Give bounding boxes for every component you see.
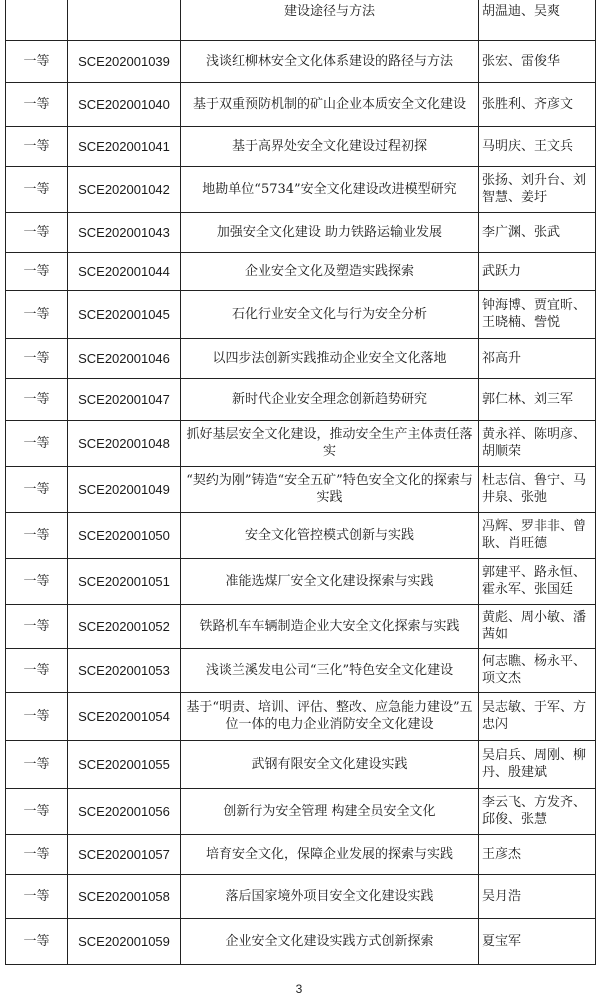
table-row bbox=[6, 874, 596, 918]
authors-cell: 吴月浩 bbox=[479, 874, 596, 918]
level-cell bbox=[6, 0, 68, 40]
title-cell: 抓好基层安全文化建设，推动安全生产主体责任落实 bbox=[181, 420, 479, 466]
table-row bbox=[6, 126, 596, 166]
authors-cell: 吴启兵、周刚、柳丹、殷建斌 bbox=[479, 740, 596, 788]
authors-cell: 黄永祥、陈明彦、胡顺荣 bbox=[479, 420, 596, 466]
level-cell: 一等 bbox=[6, 788, 68, 834]
authors-cell: 冯辉、罗非非、曾耿、肖旺德 bbox=[479, 512, 596, 558]
table-row bbox=[6, 918, 596, 964]
level-cell: 一等 bbox=[6, 648, 68, 692]
title-cell: 培育安全文化，保障企业发展的探索与实践 bbox=[181, 834, 479, 874]
table-row bbox=[6, 558, 596, 604]
authors-cell: 武跃力 bbox=[479, 252, 596, 290]
level-cell: 一等 bbox=[6, 378, 68, 420]
authors-cell: 郭建平、路永恒、霍永军、张国廷 bbox=[479, 558, 596, 604]
code-cell: SCE202001047 bbox=[68, 378, 181, 420]
table-row bbox=[6, 166, 596, 212]
table-row bbox=[6, 692, 596, 740]
level-cell: 一等 bbox=[6, 604, 68, 648]
authors-cell: 王彦杰 bbox=[479, 834, 596, 874]
authors-cell: 胡温迪、吴爽 bbox=[479, 0, 596, 40]
code-cell: SCE202001052 bbox=[68, 604, 181, 648]
code-cell: SCE202001056 bbox=[68, 788, 181, 834]
authors-cell: 黄彪、周小敏、潘茜如 bbox=[479, 604, 596, 648]
table-row bbox=[6, 834, 596, 874]
level-cell: 一等 bbox=[6, 290, 68, 338]
title-cell: 浅谈红柳林安全文化体系建设的路径与方法 bbox=[181, 40, 479, 82]
authors-cell: 马明庆、王文兵 bbox=[479, 126, 596, 166]
level-cell: 一等 bbox=[6, 558, 68, 604]
awards-table bbox=[5, 0, 596, 965]
code-cell bbox=[68, 0, 181, 40]
level-cell: 一等 bbox=[6, 834, 68, 874]
code-cell: SCE202001050 bbox=[68, 512, 181, 558]
table-row bbox=[6, 740, 596, 788]
authors-cell: 祁高升 bbox=[479, 338, 596, 378]
code-cell: SCE202001039 bbox=[68, 40, 181, 82]
title-cell: 以四步法创新实践推动企业安全文化落地 bbox=[181, 338, 479, 378]
code-cell: SCE202001045 bbox=[68, 290, 181, 338]
table-row bbox=[6, 338, 596, 378]
authors-cell: 张宏、雷俊华 bbox=[479, 40, 596, 82]
code-cell: SCE202001051 bbox=[68, 558, 181, 604]
title-cell: 新时代企业安全理念创新趋势研究 bbox=[181, 378, 479, 420]
title-cell: 铁路机车车辆制造企业大安全文化探索与实践 bbox=[181, 604, 479, 648]
authors-cell: 李云飞、方发齐、邱俊、张慧 bbox=[479, 788, 596, 834]
title-cell: 基于高界处安全文化建设过程初探 bbox=[181, 126, 479, 166]
title-cell: “契约为刚”铸造“安全五矿”特色安全文化的探索与实践 bbox=[181, 466, 479, 512]
authors-cell: 李广渊、张武 bbox=[479, 212, 596, 252]
table-row-carryover bbox=[6, 0, 596, 40]
title-cell: 石化行业安全文化与行为安全分析 bbox=[181, 290, 479, 338]
table-row bbox=[6, 82, 596, 126]
code-cell: SCE202001049 bbox=[68, 466, 181, 512]
level-cell: 一等 bbox=[6, 740, 68, 788]
authors-cell: 张胜利、齐彦文 bbox=[479, 82, 596, 126]
code-cell: SCE202001053 bbox=[68, 648, 181, 692]
page-number: 3 bbox=[295, 982, 303, 996]
title-cell: 建设途径与方法 bbox=[181, 0, 479, 40]
level-cell: 一等 bbox=[6, 338, 68, 378]
table-row bbox=[6, 252, 596, 290]
authors-cell: 吴志敏、于军、方忠闪 bbox=[479, 692, 596, 740]
table-row bbox=[6, 604, 596, 648]
level-cell: 一等 bbox=[6, 420, 68, 466]
title-cell: 浅谈兰溪发电公司“三化”特色安全文化建设 bbox=[181, 648, 479, 692]
authors-cell: 郭仁林、刘三军 bbox=[479, 378, 596, 420]
table-row bbox=[6, 40, 596, 82]
table-row bbox=[6, 290, 596, 338]
table-row bbox=[6, 512, 596, 558]
level-cell: 一等 bbox=[6, 82, 68, 126]
title-cell: 基于双重预防机制的矿山企业本质安全文化建设 bbox=[181, 82, 479, 126]
title-cell: 准能选煤厂安全文化建设探索与实践 bbox=[181, 558, 479, 604]
table-row bbox=[6, 420, 596, 466]
title-cell: 创新行为安全管理 构建全员安全文化 bbox=[181, 788, 479, 834]
title-cell: 基于“明责、培训、评估、整改、应急能力建设”五位一体的电力企业消防安全文化建设 bbox=[181, 692, 479, 740]
code-cell: SCE202001046 bbox=[68, 338, 181, 378]
level-cell: 一等 bbox=[6, 252, 68, 290]
level-cell: 一等 bbox=[6, 126, 68, 166]
code-cell: SCE202001044 bbox=[68, 252, 181, 290]
authors-cell: 钟海博、贾宜昕、王晓楠、訾悦 bbox=[479, 290, 596, 338]
table-row bbox=[6, 212, 596, 252]
table-row bbox=[6, 466, 596, 512]
table-row bbox=[6, 378, 596, 420]
level-cell: 一等 bbox=[6, 918, 68, 964]
code-cell: SCE202001055 bbox=[68, 740, 181, 788]
level-cell: 一等 bbox=[6, 40, 68, 82]
code-cell: SCE202001043 bbox=[68, 212, 181, 252]
table-row bbox=[6, 648, 596, 692]
table-row bbox=[6, 788, 596, 834]
authors-cell: 张扬、刘升台、刘智慧、姜圩 bbox=[479, 166, 596, 212]
level-cell: 一等 bbox=[6, 212, 68, 252]
authors-cell: 何志瞧、杨永平、项文杰 bbox=[479, 648, 596, 692]
level-cell: 一等 bbox=[6, 466, 68, 512]
code-cell: SCE202001040 bbox=[68, 82, 181, 126]
title-cell: 地勘单位“5734”安全文化建设改进模型研究 bbox=[181, 166, 479, 212]
title-cell: 安全文化管控模式创新与实践 bbox=[181, 512, 479, 558]
level-cell: 一等 bbox=[6, 692, 68, 740]
authors-cell: 夏宝军 bbox=[479, 918, 596, 964]
code-cell: SCE202001057 bbox=[68, 834, 181, 874]
title-cell: 武钢有限安全文化建设实践 bbox=[181, 740, 479, 788]
code-cell: SCE202001041 bbox=[68, 126, 181, 166]
title-cell: 企业安全文化及塑造实践探索 bbox=[181, 252, 479, 290]
authors-cell: 杜志信、鲁宁、马井泉、张弛 bbox=[479, 466, 596, 512]
title-cell: 加强安全文化建设 助力铁路运输业发展 bbox=[181, 212, 479, 252]
code-cell: SCE202001059 bbox=[68, 918, 181, 964]
title-cell: 企业安全文化建设实践方式创新探索 bbox=[181, 918, 479, 964]
level-cell: 一等 bbox=[6, 874, 68, 918]
code-cell: SCE202001058 bbox=[68, 874, 181, 918]
code-cell: SCE202001042 bbox=[68, 166, 181, 212]
code-cell: SCE202001048 bbox=[68, 420, 181, 466]
level-cell: 一等 bbox=[6, 512, 68, 558]
awards-table-body bbox=[6, 0, 596, 964]
level-cell: 一等 bbox=[6, 166, 68, 212]
title-cell: 落后国家境外项目安全文化建设实践 bbox=[181, 874, 479, 918]
code-cell: SCE202001054 bbox=[68, 692, 181, 740]
